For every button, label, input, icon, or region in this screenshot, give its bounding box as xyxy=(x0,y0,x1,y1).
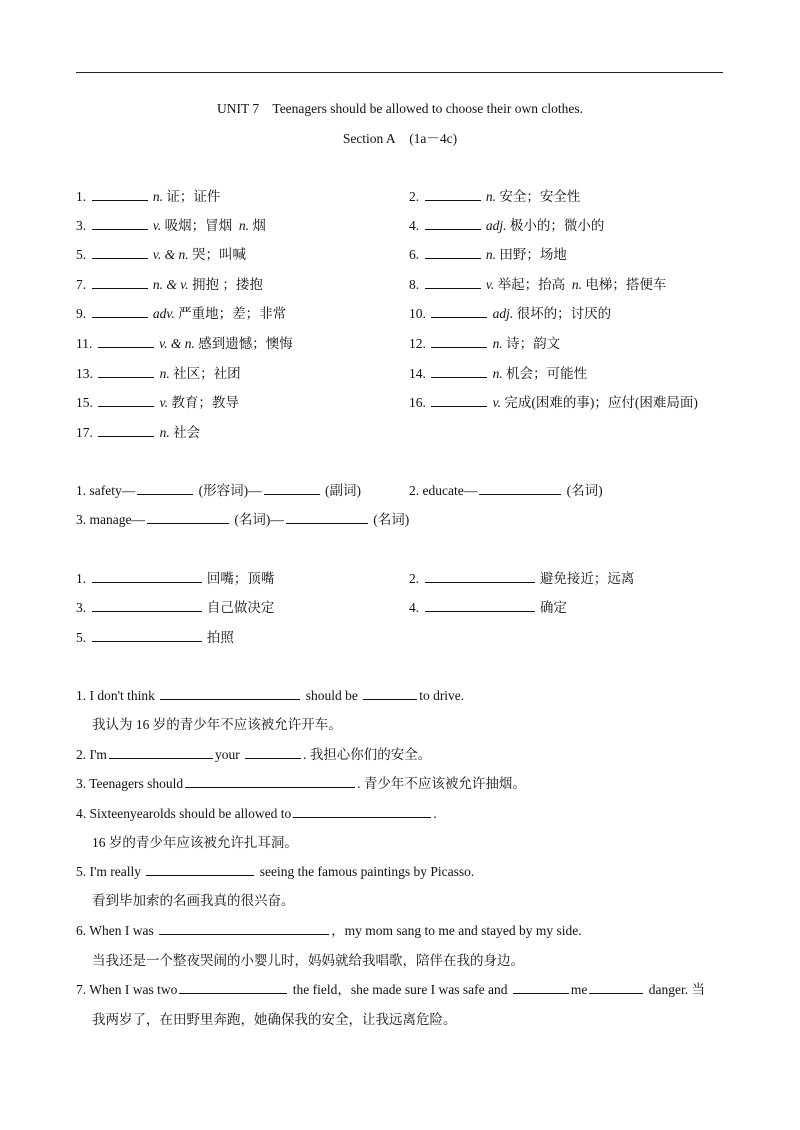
base-word: safety— xyxy=(89,483,136,498)
part-of-speech: v. xyxy=(159,395,168,410)
form-item-2 xyxy=(409,482,603,500)
item-number: 10. xyxy=(409,306,426,321)
answer-blank[interactable] xyxy=(425,599,535,612)
answer-blank[interactable] xyxy=(160,687,300,700)
sentence-text: to drive. xyxy=(419,688,465,703)
sentence-text: . 我担心你们的安全。 xyxy=(303,747,432,762)
vocab-item-15 xyxy=(76,394,239,412)
item-number: 9. xyxy=(76,306,87,321)
sentence-2 xyxy=(76,746,431,764)
meaning: 严重地；差；非常 xyxy=(178,306,287,321)
form-hint: (名词) xyxy=(566,483,603,498)
phrase-item-1 xyxy=(76,570,274,588)
answer-blank[interactable] xyxy=(98,365,154,378)
part-of-speech: v. xyxy=(152,218,162,233)
section-label: Section A xyxy=(342,131,396,146)
base-word: educate— xyxy=(422,483,478,498)
sentence-5-translation: 看到毕加索的名画我真的很兴奋。 xyxy=(92,893,295,908)
answer-blank[interactable] xyxy=(147,511,229,524)
item-number: 7. xyxy=(76,277,87,292)
vocab-item-9 xyxy=(76,305,286,323)
sentence-text: 3. Teenagers should xyxy=(76,776,184,791)
part-of-speech: n. xyxy=(492,336,503,351)
vocab-item-3 xyxy=(76,217,266,235)
sentence-4-translation: 16 岁的青少年应该被允许扎耳洞。 xyxy=(92,835,298,850)
item-number: 12. xyxy=(409,336,426,351)
answer-blank[interactable] xyxy=(179,981,287,994)
vocab-item-1 xyxy=(76,188,220,206)
sentence-text: 1. I don't think xyxy=(76,688,155,703)
meaning: 哭；叫喊 xyxy=(192,247,246,262)
answer-blank[interactable] xyxy=(425,246,481,259)
vocab-item-16 xyxy=(409,394,698,412)
phrase-item-4 xyxy=(409,599,567,617)
part-of-speech: n. xyxy=(159,425,170,440)
meaning: 教育；教导 xyxy=(171,395,239,410)
phrase-item-5 xyxy=(76,629,234,647)
item-number: 1. xyxy=(76,483,87,498)
form-item-1 xyxy=(76,482,361,500)
part-of-speech: v. & n. xyxy=(152,247,189,262)
sentence-6 xyxy=(76,922,582,940)
sentence-text: 2. I'm xyxy=(76,747,107,762)
vocab-item-10 xyxy=(409,305,611,323)
sentence-text: 7. When I was two xyxy=(76,982,178,997)
section-range: (1a－4c) xyxy=(409,131,458,146)
part-of-speech: n. xyxy=(159,366,170,381)
answer-blank[interactable] xyxy=(92,305,148,318)
meaning: 机会；可能性 xyxy=(506,366,588,381)
item-number: 3. xyxy=(76,218,87,233)
item-number: 1. xyxy=(76,571,87,586)
item-number: 8. xyxy=(409,277,420,292)
meaning: 诗；韵文 xyxy=(506,336,561,351)
item-number: 13. xyxy=(76,366,93,381)
section-title xyxy=(0,130,800,148)
item-number: 2. xyxy=(409,571,420,586)
answer-blank[interactable] xyxy=(92,570,202,583)
answer-blank[interactable] xyxy=(425,217,481,230)
meaning: 田野；场地 xyxy=(499,247,567,262)
vocab-item-7 xyxy=(76,276,263,294)
item-number: 3. xyxy=(76,512,87,527)
form-item-3 xyxy=(76,511,409,529)
item-number: 5. xyxy=(76,247,87,262)
answer-blank[interactable] xyxy=(109,746,213,759)
item-number: 11. xyxy=(76,336,93,351)
answer-blank[interactable] xyxy=(92,188,148,201)
answer-blank[interactable] xyxy=(98,335,154,348)
meaning: 社区；社团 xyxy=(173,366,241,381)
sentence-text: . xyxy=(433,806,437,821)
sentence-1-translation: 我认为 16 岁的青少年不应该被允许开车。 xyxy=(92,717,342,732)
answer-blank[interactable] xyxy=(137,482,193,495)
item-number: 4. xyxy=(409,218,420,233)
answer-blank[interactable] xyxy=(92,629,202,642)
header-rule xyxy=(76,72,723,73)
sentence-text: 5. I'm really xyxy=(76,864,142,879)
vocab-item-11 xyxy=(76,335,293,353)
vocab-item-6 xyxy=(409,246,567,264)
part-of-speech: adj. xyxy=(492,306,514,321)
answer-blank[interactable] xyxy=(425,188,481,201)
meaning: 社会 xyxy=(173,425,201,440)
item-number: 6. xyxy=(409,247,420,262)
sentence-4 xyxy=(76,805,437,823)
meaning: 举起；抬高 xyxy=(497,277,566,292)
answer-blank[interactable] xyxy=(431,335,487,348)
sentence-3 xyxy=(76,775,526,793)
phrase-item-3 xyxy=(76,599,274,617)
sentence-text: seeing the famous paintings by Picasso. xyxy=(259,864,475,879)
answer-blank[interactable] xyxy=(159,922,329,935)
item-number: 17. xyxy=(76,425,93,440)
sentence-7-translation: 我两岁了，在田野里奔跑，她确保我的安全，让我远离危险。 xyxy=(92,1012,457,1027)
sentence-text: . 青少年不应该被允许抽烟。 xyxy=(357,776,526,791)
vocab-item-17 xyxy=(76,424,200,442)
item-number: 1. xyxy=(76,189,87,204)
vocab-item-14 xyxy=(409,365,587,383)
meaning: 自己做决定 xyxy=(206,600,275,615)
answer-blank[interactable] xyxy=(431,305,487,318)
part-of-speech: n. xyxy=(485,247,496,262)
meaning: 完成(困难的事)；应付(困难局面) xyxy=(504,395,698,410)
form-hint: (形容词)— xyxy=(198,483,262,498)
part-of-speech: n. xyxy=(571,277,582,292)
base-word: manage— xyxy=(89,512,145,527)
meaning: 电梯；搭便车 xyxy=(585,277,667,292)
item-number: 16. xyxy=(409,395,426,410)
item-number: 5. xyxy=(76,630,87,645)
sentence-text: your xyxy=(214,747,240,762)
answer-blank[interactable] xyxy=(92,276,148,289)
meaning: 证；证件 xyxy=(166,189,221,204)
answer-blank[interactable] xyxy=(431,365,487,378)
vocab-item-8 xyxy=(409,276,666,294)
part-of-speech: v. xyxy=(485,277,495,292)
answer-blank[interactable] xyxy=(98,424,154,437)
answer-blank[interactable] xyxy=(479,482,561,495)
answer-blank[interactable] xyxy=(363,687,417,700)
vocab-item-4 xyxy=(409,217,604,235)
meaning: 极小的；微小的 xyxy=(509,218,605,233)
meaning: 安全；安全性 xyxy=(499,189,581,204)
part-of-speech: n. xyxy=(485,189,496,204)
sentence-text: ，my mom sang to me and stayed by my side. xyxy=(331,923,582,938)
vocab-item-2 xyxy=(409,188,580,206)
sentence-text: me xyxy=(570,982,588,997)
item-number: 4. xyxy=(409,600,420,615)
answer-blank[interactable] xyxy=(425,570,535,583)
answer-blank[interactable] xyxy=(431,394,487,407)
meaning: 烟 xyxy=(252,218,266,233)
part-of-speech: n. & v. xyxy=(152,277,189,292)
meaning: 确定 xyxy=(539,600,567,615)
part-of-speech: n. xyxy=(152,189,163,204)
sentence-7 xyxy=(76,981,705,999)
answer-blank[interactable] xyxy=(589,981,643,994)
meaning: 拍照 xyxy=(206,630,234,645)
answer-blank[interactable] xyxy=(425,276,481,289)
item-number: 14. xyxy=(409,366,426,381)
answer-blank[interactable] xyxy=(264,482,320,495)
item-number: 2. xyxy=(409,483,420,498)
sentence-5 xyxy=(76,863,474,881)
part-of-speech: adv. xyxy=(152,306,175,321)
answer-blank[interactable] xyxy=(92,599,202,612)
vocab-item-12 xyxy=(409,335,560,353)
answer-blank[interactable] xyxy=(245,746,301,759)
item-number: 2. xyxy=(409,189,420,204)
part-of-speech: n. xyxy=(238,218,249,233)
meaning: 拥抱 ；搂抱 xyxy=(192,277,263,292)
answer-blank[interactable] xyxy=(92,217,148,230)
answer-blank[interactable] xyxy=(293,805,431,818)
answer-blank[interactable] xyxy=(146,863,254,876)
item-number: 15. xyxy=(76,395,93,410)
meaning: 回嘴；顶嘴 xyxy=(206,571,275,586)
answer-blank[interactable] xyxy=(92,246,148,259)
vocab-item-13 xyxy=(76,365,241,383)
sentence-text: the field，she made sure I was safe and xyxy=(292,982,508,997)
meaning: 避免接近；远离 xyxy=(539,571,635,586)
answer-blank[interactable] xyxy=(185,775,355,788)
unit-title xyxy=(0,100,800,118)
part-of-speech: v. xyxy=(492,395,501,410)
answer-blank[interactable] xyxy=(98,394,154,407)
sentence-1 xyxy=(76,687,464,705)
sentence-text: should be xyxy=(305,688,358,703)
item-number: 3. xyxy=(76,600,87,615)
answer-blank[interactable] xyxy=(513,981,569,994)
form-hint: (副词) xyxy=(324,483,361,498)
unit-title-text: Teenagers should be allowed to choose their own clothes. xyxy=(272,101,583,116)
part-of-speech: adj. xyxy=(485,218,507,233)
part-of-speech: n. xyxy=(492,366,503,381)
phrase-item-2 xyxy=(409,570,634,588)
meaning: 吸烟；冒烟 xyxy=(164,218,233,233)
vocab-item-5 xyxy=(76,246,246,264)
form-hint: (名词)— xyxy=(234,512,284,527)
answer-blank[interactable] xyxy=(286,511,368,524)
sentence-text: danger. 当 xyxy=(648,982,706,997)
meaning: 感到遗憾；懊悔 xyxy=(198,336,293,351)
unit-label: UNIT 7 xyxy=(217,101,260,116)
form-hint: (名词) xyxy=(373,512,410,527)
sentence-text: 6. When I was xyxy=(76,923,154,938)
meaning: 很坏的；讨厌的 xyxy=(516,306,612,321)
sentence-6-translation: 当我还是一个整夜哭闹的小婴儿时，妈妈就给我唱歌，陪伴在我的身边。 xyxy=(92,953,524,968)
sentence-text: 4. Sixteenyearolds should be allowed to xyxy=(76,806,292,821)
part-of-speech: v. & n. xyxy=(159,336,195,351)
